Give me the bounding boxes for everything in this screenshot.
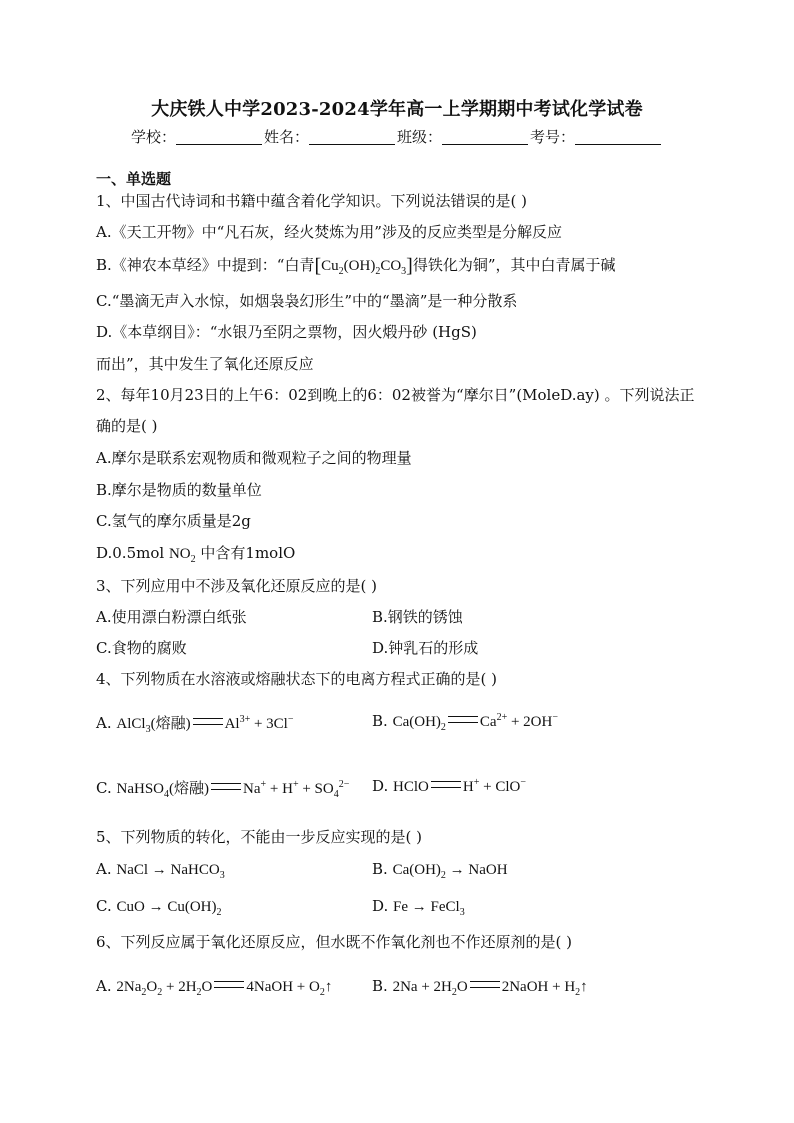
number-blank[interactable] xyxy=(575,130,661,145)
q5-option-d xyxy=(372,897,465,918)
q5-option-d-formula: Fe → FeCl$_3$ xyxy=(393,899,465,918)
q3-option-a: A.使用漂白粉漂白纸张 xyxy=(96,608,247,626)
school-label: 学校： xyxy=(130,128,176,146)
q4-option-a xyxy=(96,712,294,735)
q4-option-c xyxy=(96,777,349,800)
q2-option-c: C.氢气的摩尔质量是2g xyxy=(96,512,251,530)
q2-stem-line2: 确的是( ) xyxy=(96,417,158,435)
q1-option-b-pre: B.《神农本草经》中提到：“白青 xyxy=(96,256,315,274)
q3-option-c: C.食物的腐败 xyxy=(96,639,187,657)
q6-option-b-label: B. xyxy=(372,977,388,995)
school-blank[interactable] xyxy=(176,130,262,145)
q6-option-a-label: A. xyxy=(96,977,112,995)
section-title: 一、单选题 xyxy=(96,170,172,188)
q4-option-a-formula: AlCl$_3$(熔融) $Al^{3+} + 3Cl^-$ xyxy=(116,714,294,735)
q5-option-b-label: B. xyxy=(372,860,388,878)
class-blank[interactable] xyxy=(442,130,528,145)
q6-option-a xyxy=(96,977,332,998)
q5-option-c-formula: CuO → $Cu(OH)_2$ xyxy=(116,899,222,918)
q4-option-d-label: D. xyxy=(372,777,389,795)
q4-option-b-label: B. xyxy=(372,712,388,730)
q2-option-d-formula: $NO_2$ xyxy=(168,546,196,565)
q4-option-b xyxy=(372,712,558,733)
q5-option-c xyxy=(96,897,222,918)
q4-option-c-label: C. xyxy=(96,779,112,797)
q5-option-a xyxy=(96,860,225,881)
q4-option-d xyxy=(372,777,526,796)
name-label: 姓名： xyxy=(263,128,309,146)
q5-stem: 5、下列物质的转化，不能由一步反应实现的是( ) xyxy=(96,828,423,846)
q5-option-a-formula: NaCl → NaHCO$_3$ xyxy=(116,862,225,881)
q2-option-d xyxy=(96,542,295,565)
q2-option-b: B.摩尔是物质的数量单位 xyxy=(96,481,262,499)
q5-option-b xyxy=(372,860,508,881)
q3-option-b: B.钢铁的锈蚀 xyxy=(372,608,463,626)
q6-stem: 6、下列反应属于氧化还原反应，但水既不作氧化剂也不作还原剂的是( ) xyxy=(96,933,573,951)
class-label: 班级： xyxy=(397,128,443,146)
q4-option-d-formula: HClO H+ + ClO− xyxy=(393,777,526,795)
q2-option-a: A.摩尔是联系宏观物质和微观粒子之间的物理量 xyxy=(96,449,412,467)
q5-option-a-label: A. xyxy=(96,860,112,878)
q3-stem: 3、下列应用中不涉及氧化还原反应的是( ) xyxy=(96,577,378,595)
q6-option-b-formula: $2Na + 2H_2O$ 2NaOH + $H_2↑$ xyxy=(392,979,588,998)
q2-option-d-post: 中含有1molO xyxy=(200,544,296,562)
q2-stem-line1: 2、每年10月23日的上午6：02到晚上的6：02被誉为“摩尔日”(MoleD.ay) 。下列说法正 xyxy=(96,386,695,404)
q6-option-a-formula: $2Na_2O_2 + 2H_2O$ 4NaOH + $O_2↑$ xyxy=(116,979,333,998)
exam-title: 大庆铁人中学2023-2024学年高一上学期期中考试化学试卷 xyxy=(151,99,643,120)
q1-option-b xyxy=(96,254,616,278)
name-blank[interactable] xyxy=(309,130,395,145)
q2-option-d-pre: D.0.5mol xyxy=(96,544,165,562)
q6-option-b xyxy=(372,977,588,998)
q1-stem: 1、中国古代诗词和书籍中蕴含着化学知识。下列说法错误的是( ) xyxy=(96,192,528,210)
student-info-row xyxy=(0,126,794,147)
q1-option-b-post: 得铁化为铜”，其中白青属于碱 xyxy=(412,256,616,274)
q4-option-b-formula: $Ca(OH)_2$ $Ca^{2+} + 2OH^-$ xyxy=(392,712,558,733)
q4-option-a-state: (熔融) xyxy=(150,716,191,732)
number-label: 考号： xyxy=(530,128,576,146)
q1-option-d-line1: D.《本草纲目》：“水银乃至阴之票物，因火煅丹砂 (HgS) xyxy=(96,323,477,341)
q3-option-d: D.钟乳石的形成 xyxy=(372,639,479,657)
q4-stem: 4、下列物质在水溶液或熔融状态下的电离方程式正确的是( ) xyxy=(96,670,498,688)
q1-option-b-formula: $[Cu_2(OH)_2CO_3]$ xyxy=(314,255,413,277)
q5-option-c-label: C. xyxy=(96,897,112,915)
q1-option-a: A.《天工开物》中“凡石灰，经火焚炼为用”涉及的反应类型是分解反应 xyxy=(96,223,562,241)
q1-option-c: C.“墨滴无声入水惊，如烟袅袅幻形生”中的“墨滴”是一种分散系 xyxy=(96,292,518,310)
q5-option-d-label: D. xyxy=(372,897,389,915)
q4-option-a-label: A. xyxy=(96,714,112,732)
q1-option-d-line2: 而出”，其中发生了氧化还原反应 xyxy=(96,355,314,373)
q4-option-c-state: (熔融) xyxy=(169,781,209,797)
q4-option-c-formula: NaHSO$_4$(熔融) $Na^+ + H^+ + SO_4^{2-}$ xyxy=(116,779,350,800)
q5-option-b-formula: $Ca(OH)_2$ → NaOH xyxy=(392,862,508,881)
